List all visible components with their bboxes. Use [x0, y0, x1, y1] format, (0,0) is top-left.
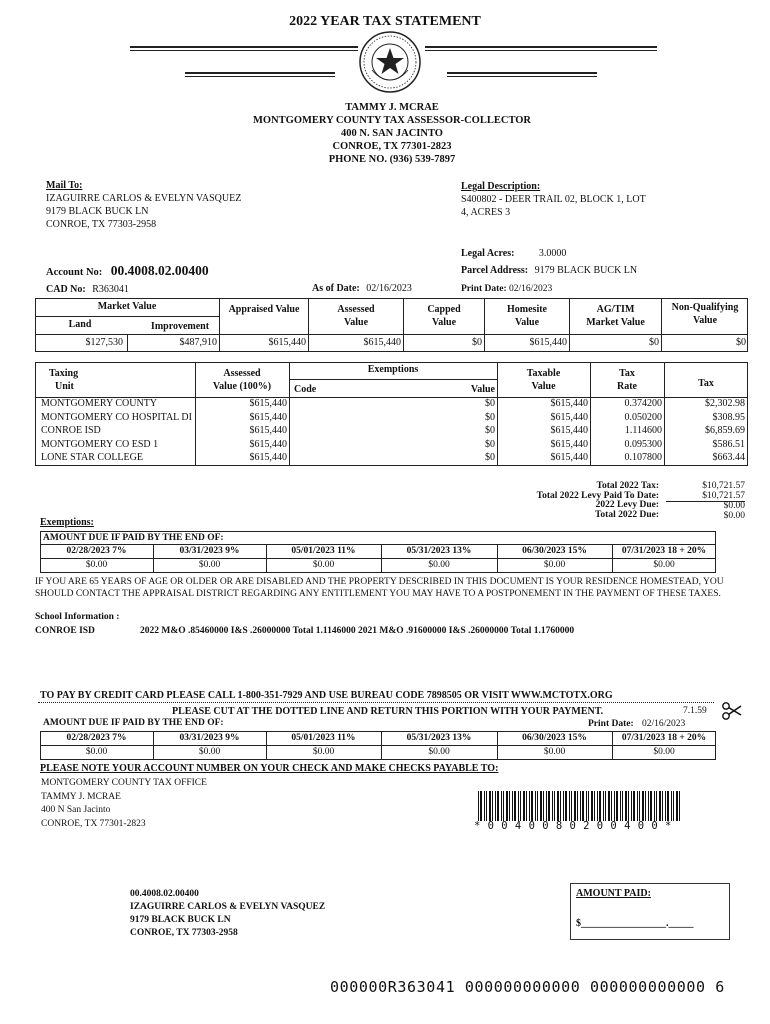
as-of-date: As of Date: 02/16/2023	[312, 283, 412, 294]
due-amount: $0.00	[653, 747, 675, 757]
senior-notice: IF YOU ARE 65 YEARS OF AGE OR OLDER OR ARE DISABLED AND THE PROPERTY DESCRIBED IN THIS DOCUMENT IS YOUR RESIDENCE HOMESTEAD, YOU SHOULD CONTACT THE APPRAISAL DISTRICT REGARDING ANY ENTITLEMENT YOU MAY HAVE TO A POSTPONEMENT IN THE PAYMENT OF THESE TAXES.	[35, 577, 724, 599]
due-amount: $0.00	[198, 747, 221, 757]
due-date-header: 03/31/2023 9%	[179, 546, 240, 556]
legal-acres: Legal Acres: 3.0000	[461, 248, 567, 259]
office-title: MONTGOMERY COUNTY TAX ASSESSOR-COLLECTOR	[252, 115, 532, 126]
header-exemption-value: Value	[470, 384, 495, 395]
header-assessed: Assessed Value	[337, 304, 375, 328]
county-seal-icon	[358, 30, 422, 94]
amount-due-table	[40, 531, 716, 573]
taxing-assessed-cell: $615,440	[249, 452, 287, 463]
office-block	[0, 101, 770, 166]
print-date: Print Date: 02/16/2023	[461, 284, 553, 294]
due-date-header: 06/30/2023 15%	[522, 546, 587, 556]
header-rule-right-1	[425, 46, 657, 51]
payee-line: MONTGOMERY COUNTY TAX OFFICE	[41, 778, 207, 788]
taxing-taxable-cell: $615,440	[550, 452, 588, 463]
header-nonqualifying: Non-Qualifying Value	[671, 302, 739, 326]
header-agtim: AG/TIM Market Value	[586, 304, 645, 328]
taxing-tax-cell: $586.51	[712, 438, 745, 450]
taxing-unit-cell: MONTGOMERY CO HOSPITAL DI	[41, 411, 192, 423]
owner-name: IZAGUIRRE CARLOS & EVELYN VASQUEZ	[130, 902, 326, 912]
appraised-value: $615,440	[268, 337, 306, 348]
taxing-taxable-cell: $615,440	[550, 425, 588, 436]
payee-line: CONROE, TX 77301-2823	[41, 818, 146, 829]
scissors-icon	[721, 700, 743, 722]
taxing-assessed-cell: $615,440	[249, 398, 287, 409]
totals-values	[666, 482, 745, 521]
due-date-header: 07/31/2023 18 + 20%	[621, 733, 707, 743]
taxing-exval-cell: $0	[485, 411, 495, 423]
taxing-assessed-cell: $615,440	[249, 411, 287, 423]
header-land: Land	[68, 319, 92, 330]
taxing-unit-cell: LONE STAR COLLEGE	[41, 452, 143, 463]
taxing-rate-cell: 0.374200	[624, 398, 662, 409]
mail-to-block	[46, 179, 241, 231]
office-city: CONROE, TX 77301-2823	[332, 141, 452, 152]
due-amount: $0.00	[198, 560, 221, 570]
header-appraised: Appraised Value	[228, 304, 300, 315]
due-date-header: 03/31/2023 9%	[179, 733, 240, 743]
total-tax: $10,721.57	[702, 481, 745, 491]
legal-block	[461, 180, 646, 219]
header-exemptions: Exemptions	[367, 364, 419, 375]
legal-label: Legal Description:	[461, 181, 541, 192]
table-row	[35, 439, 748, 453]
due-amount: $0.00	[85, 560, 108, 570]
legal-line-2: 4, ACRES 3	[461, 207, 511, 218]
office-name: TAMMY J. MCRAE	[345, 102, 439, 113]
legal-line-1: S400802 - DEER TRAIL 02, BLOCK 1, LOT	[461, 194, 646, 205]
mail-to-city: CONROE, TX 77303-2958	[46, 219, 157, 230]
taxing-unit-cell: MONTGOMERY COUNTY	[41, 398, 158, 409]
due-date-header: 05/31/2023 13%	[406, 733, 472, 743]
mail-to-name: IZAGUIRRE CARLOS & EVELYN VASQUEZ	[46, 193, 242, 204]
school-info-label: School Information :	[35, 612, 120, 622]
homesite-value: $615,440	[529, 337, 567, 348]
table-row	[35, 412, 748, 426]
school-rates: 2022 M&O .85460000 I&S .26000000 Total 1.1146000 2021 M&O .91600000 I&S .26000000 Total 1.1760000	[140, 626, 575, 636]
taxing-exval-cell: $0	[485, 438, 495, 450]
taxing-taxable-cell: $615,440	[550, 398, 588, 409]
due-amount: $0.00	[428, 560, 450, 570]
owner-city: CONROE, TX 77303-2958	[130, 928, 238, 938]
header-rule-left-2	[185, 72, 335, 77]
due-date-header: 02/28/2023 7%	[66, 733, 127, 743]
owner-account: 00.4008.02.00400	[130, 889, 199, 899]
taxing-exval-cell: $0	[485, 425, 495, 436]
taxing-tax-cell: $6,859.69	[705, 425, 745, 436]
assessed-value: $615,440	[363, 337, 401, 348]
taxing-assessed-cell: $615,440	[249, 425, 287, 436]
credit-card-info: TO PAY BY CREDIT CARD PLEASE CALL 1-800-351-7929 AND USE BUREAU CODE 7898505 OR VISIT WWW.MCTOTX.ORG	[40, 690, 613, 701]
cad-number: CAD No: R363041	[46, 284, 129, 295]
capped-value: $0	[472, 337, 482, 348]
header-taxable: Taxable Value	[526, 368, 561, 392]
header-improvement: Improvement	[150, 321, 210, 332]
agtim-value: $0	[649, 337, 659, 348]
due-date-header: 02/28/2023 7%	[66, 546, 127, 556]
totals-labels: Total 2022 Tax: Total 2022 Levy Paid To Date: 2022 Levy Due: Total 2022 Due:	[536, 481, 659, 520]
cut-instructions: PLEASE CUT AT THE DOTTED LINE AND RETURN THIS PORTION WITH YOUR PAYMENT.	[172, 706, 604, 717]
header-market-value: Market Value	[97, 301, 157, 312]
header-taxing-unit: Taxing Unit	[49, 368, 79, 392]
exemptions-label: Exemptions:	[40, 517, 94, 528]
header-tax: Tax	[698, 378, 714, 389]
taxing-rate-cell: 0.107800	[624, 452, 662, 463]
taxing-unit-cell: MONTGOMERY CO ESD 1	[41, 438, 159, 450]
due-amount: $0.00	[312, 747, 335, 757]
taxing-assessed-cell: $615,440	[249, 438, 287, 450]
taxing-rate-cell: 0.050200	[624, 411, 662, 423]
owner-block	[130, 888, 325, 940]
payee-line: 400 N San Jacinto	[41, 805, 111, 815]
amount-paid-label: AMOUNT PAID:	[576, 888, 651, 899]
stub-print-date: Print Date: 02/16/2023	[588, 719, 686, 729]
taxing-exval-cell: $0	[485, 452, 495, 463]
barcode	[478, 791, 684, 821]
header-tax-rate: Tax Rate	[617, 368, 637, 392]
statement-title: 2022 YEAR TAX STATEMENT	[289, 14, 481, 29]
levy-due: $0.00	[723, 501, 745, 511]
cut-dotted-line	[38, 702, 714, 703]
land-value: $127,530	[85, 337, 123, 348]
amount-paid-line[interactable]: $_________________._____	[576, 918, 694, 929]
taxing-units-table	[35, 362, 748, 466]
header-code: Code	[294, 384, 317, 395]
mail-to-label: Mail To:	[46, 180, 83, 191]
values-table	[35, 298, 748, 352]
amount-paid-box[interactable]	[570, 883, 730, 940]
table-row	[35, 398, 748, 412]
due-date-header: 05/31/2023 13%	[406, 546, 472, 556]
due-amount: $0.00	[312, 560, 335, 570]
due-amount: $0.00	[543, 747, 566, 757]
mail-to-street: 9179 BLACK BUCK LN	[46, 206, 149, 217]
owner-street: 9179 BLACK BUCK LN	[130, 915, 231, 925]
header-assessed-100: Assessed Value (100%)	[212, 368, 272, 392]
taxing-tax-cell: $308.95	[712, 411, 745, 423]
version-number: 7.1.59	[683, 706, 707, 716]
stub-amount-due-table	[40, 731, 716, 760]
header-capped: Capped Value	[427, 304, 461, 328]
taxing-taxable-cell: $615,440	[550, 411, 588, 423]
taxing-rate-cell: 1.114600	[624, 425, 662, 436]
ocr-scan-line: 000000R363041 000000000000 000000000000 6	[330, 978, 725, 996]
header-rule-right-2	[447, 72, 597, 77]
due-amount: $0.00	[428, 747, 450, 757]
taxing-taxable-cell: $615,440	[550, 438, 588, 450]
due-amount: $0.00	[85, 747, 108, 757]
header-homesite: Homesite Value	[507, 304, 547, 328]
due-date-header: 05/01/2023 11%	[291, 546, 356, 556]
levy-paid: $10,721.57	[666, 492, 745, 503]
taxing-exval-cell: $0	[485, 398, 495, 409]
stub-amount-due-label: AMOUNT DUE IF PAID BY THE END OF:	[43, 718, 224, 728]
school-district: CONROE ISD	[35, 626, 95, 636]
payee-line: TAMMY J. MCRAE	[41, 791, 121, 802]
due-date-header: 07/31/2023 18 + 20%	[621, 546, 707, 556]
taxing-rate-cell: 0.095300	[624, 438, 662, 450]
office-phone: PHONE NO. (936) 539-7897	[328, 154, 456, 165]
office-address: 400 N. SAN JACINTO	[341, 128, 443, 139]
header-rule-left-1	[130, 46, 358, 51]
nonqualifying-value: $0	[736, 337, 746, 348]
due-amount: $0.00	[653, 560, 675, 570]
taxing-tax-cell: $663.44	[712, 452, 745, 463]
account-number: Account No: 00.4008.02.00400	[46, 263, 209, 278]
due-date-header: 06/30/2023 15%	[522, 733, 587, 743]
parcel-address: Parcel Address: 9179 BLACK BUCK LN	[461, 265, 638, 276]
table-row	[35, 425, 748, 439]
due-date-header: 05/01/2023 11%	[291, 733, 356, 743]
barcode-text: * 0 0 4 0 0 8 0 2 0 0 4 0 0 *	[474, 820, 672, 832]
payee-address	[41, 777, 207, 831]
improvement-value: $487,910	[179, 337, 217, 348]
table-row	[35, 452, 748, 466]
due-amount: $0.00	[543, 560, 566, 570]
taxing-tax-cell: $2,302.98	[705, 398, 745, 409]
total-due: $0.00	[723, 510, 745, 521]
taxing-unit-cell: CONROE ISD	[41, 425, 101, 436]
amount-due-label: AMOUNT DUE IF PAID BY THE END OF:	[43, 533, 224, 543]
payable-note: PLEASE NOTE YOUR ACCOUNT NUMBER ON YOUR CHECK AND MAKE CHECKS PAYABLE TO:	[40, 763, 499, 774]
